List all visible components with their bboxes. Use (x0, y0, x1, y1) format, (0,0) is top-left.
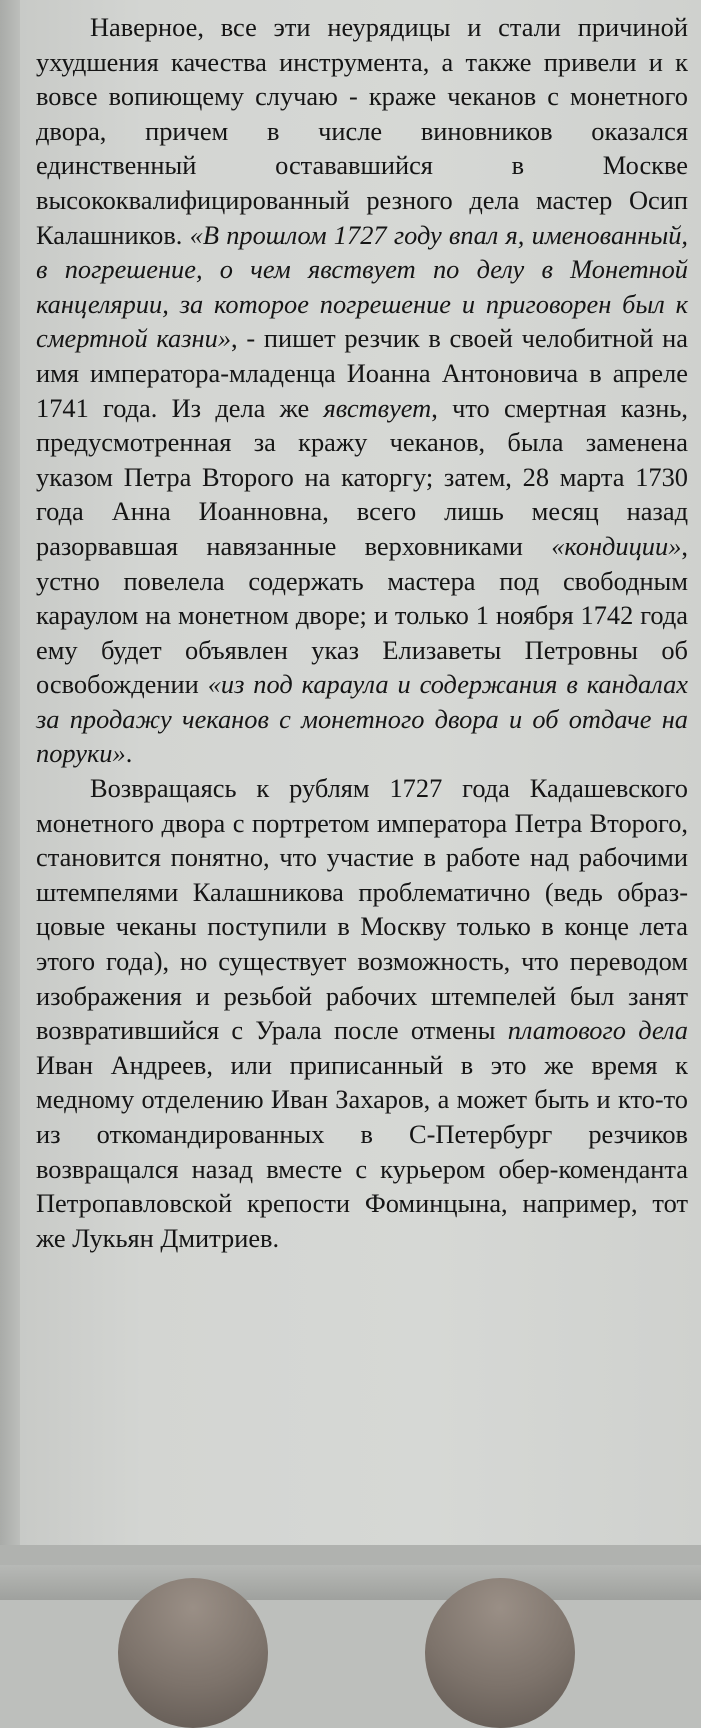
coin-image-left (118, 1578, 268, 1728)
text-segment: Иван Андреев, или приписанный в это же время к медному отделению Иван Захаров, а может быть и кто-то из откомандированных в С-Петербург резчиков возвращался назад вместе с курьером обер-коменданта Петропавловской крепости Фоминцына, например, тот же Лукьян Дмитриев. (36, 1049, 688, 1253)
text-segment: Наверное, все эти неурядицы и стали причиной ухудшения качества инструмента, а также привели и к вовсе вопиющему случаю - краже чеканов с монетного двора, причем в числе виновников оказался единственный остававшийся в Москве высококвалифицированный резного дела мастер Осип Калашников. (36, 12, 688, 250)
italic-term: платового дела (507, 1015, 688, 1046)
text-segment: , - пишет резчик в своей челобитной на имя императора-младенца Иоанна Антоновича в апреле 1741 года. Из дела же (36, 323, 689, 423)
paragraph-1 (36, 10, 688, 771)
book-page (20, 0, 701, 1545)
illustration-frame (0, 1565, 701, 1600)
italic-word: явствует (323, 392, 432, 423)
text-segment: , устно повелела содержать мастера под свободным караулом на монетном дворе; и только 1 ноября 1742 года ему будет объявлен указ Елизаветы Петровны об освобождении (36, 530, 688, 700)
italic-quote: «из под караула и содержания в кандалах за продажу чеканов с монетного двора и об отдаче на поруки» (36, 669, 688, 769)
italic-word: «кондиции» (551, 530, 682, 561)
text-column (36, 10, 688, 1255)
italic-quote: «В прошлом 1727 году впал я, именованный, в погрешение, о чем явствует по делу в Монетной канцелярии, за которое погрешение и приговорен был к смертной казни» (36, 219, 688, 354)
text-segment: . (125, 738, 133, 769)
paragraph-2 (36, 771, 688, 1255)
coin-image-right (425, 1578, 575, 1728)
text-segment: , что смертная казнь, предусмотренная за кражу чеканов, была заменена указом Петра Второго на каторгу; затем, 28 марта 1730 года Анна Иоанновна, всего лишь месяц назад разорвавшая навязанные верховниками (36, 392, 689, 561)
text-segment: Возвращаясь к рублям 1727 года Кадашевского монетного двора с портретом императора Петра Второго, становится понятно, что участие в работе над рабочими штемпелями Калашникова проблематично (ведь образцовые чеканы поступили в Москву только в конце лета этого года), но существует возможность, что переводом изображения и резьбой рабочих штемпелей был занят возвратившийся с Урала после отмены (36, 773, 688, 1046)
